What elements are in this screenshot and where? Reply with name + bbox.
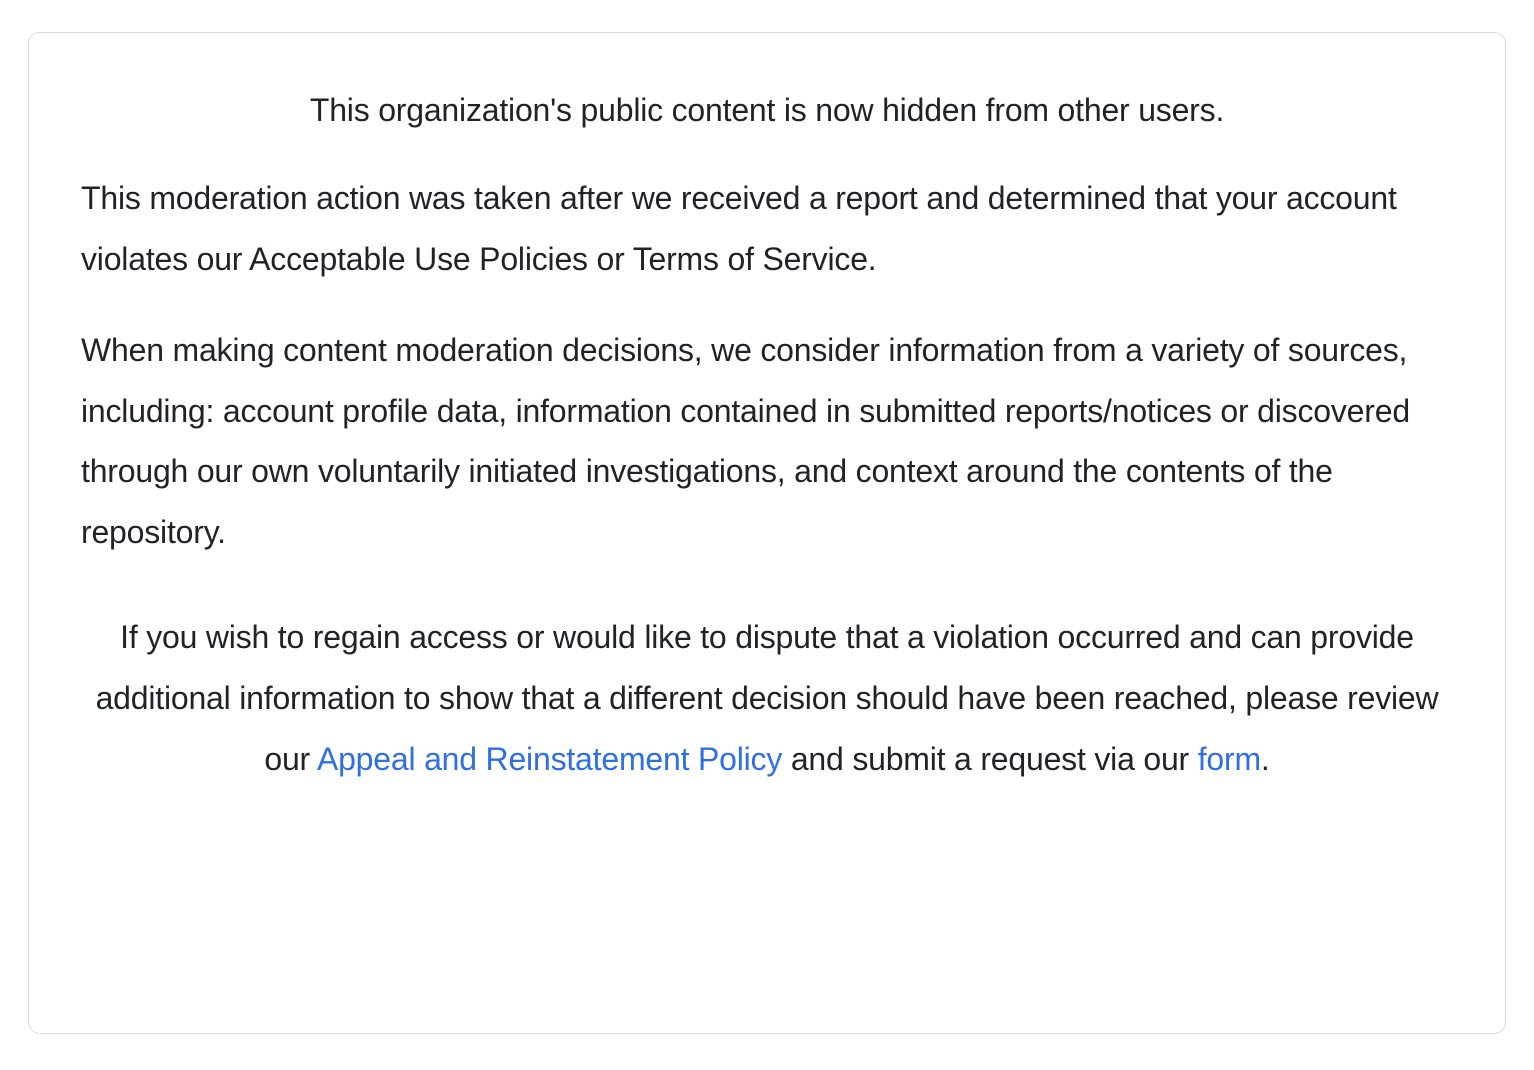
appeal-middle-text: and submit a request via our (782, 740, 1198, 777)
appeal-lead-text: If you wish to regain access or would like to dispute that a violation occurred and can provide additional information to show that a different decision should have been reached, please review our (95, 618, 1439, 777)
notice-appeal-footer (81, 607, 1453, 789)
notice-paragraph-sources: When making content moderation decisions, we consider information from a variety of sources, including: account profile data, information contained in submitted reports/notices or discovered through our own voluntarily initiated investigations, and context around the contents of the repository. (81, 331, 1410, 551)
appeal-and-reinstatement-policy-link[interactable]: Appeal and Reinstatement Policy (316, 740, 783, 777)
appeal-form-link[interactable]: form (1197, 740, 1261, 777)
appeal-end-text: . (1260, 740, 1270, 777)
notice-headline: This organization's public content is now hidden from other users. (309, 92, 1225, 128)
moderation-notice-card (28, 32, 1506, 1034)
notice-paragraph-reason: This moderation action was taken after we received a report and determined that your account violates our Acceptable Use Policies or Terms of Service. (81, 180, 1397, 277)
